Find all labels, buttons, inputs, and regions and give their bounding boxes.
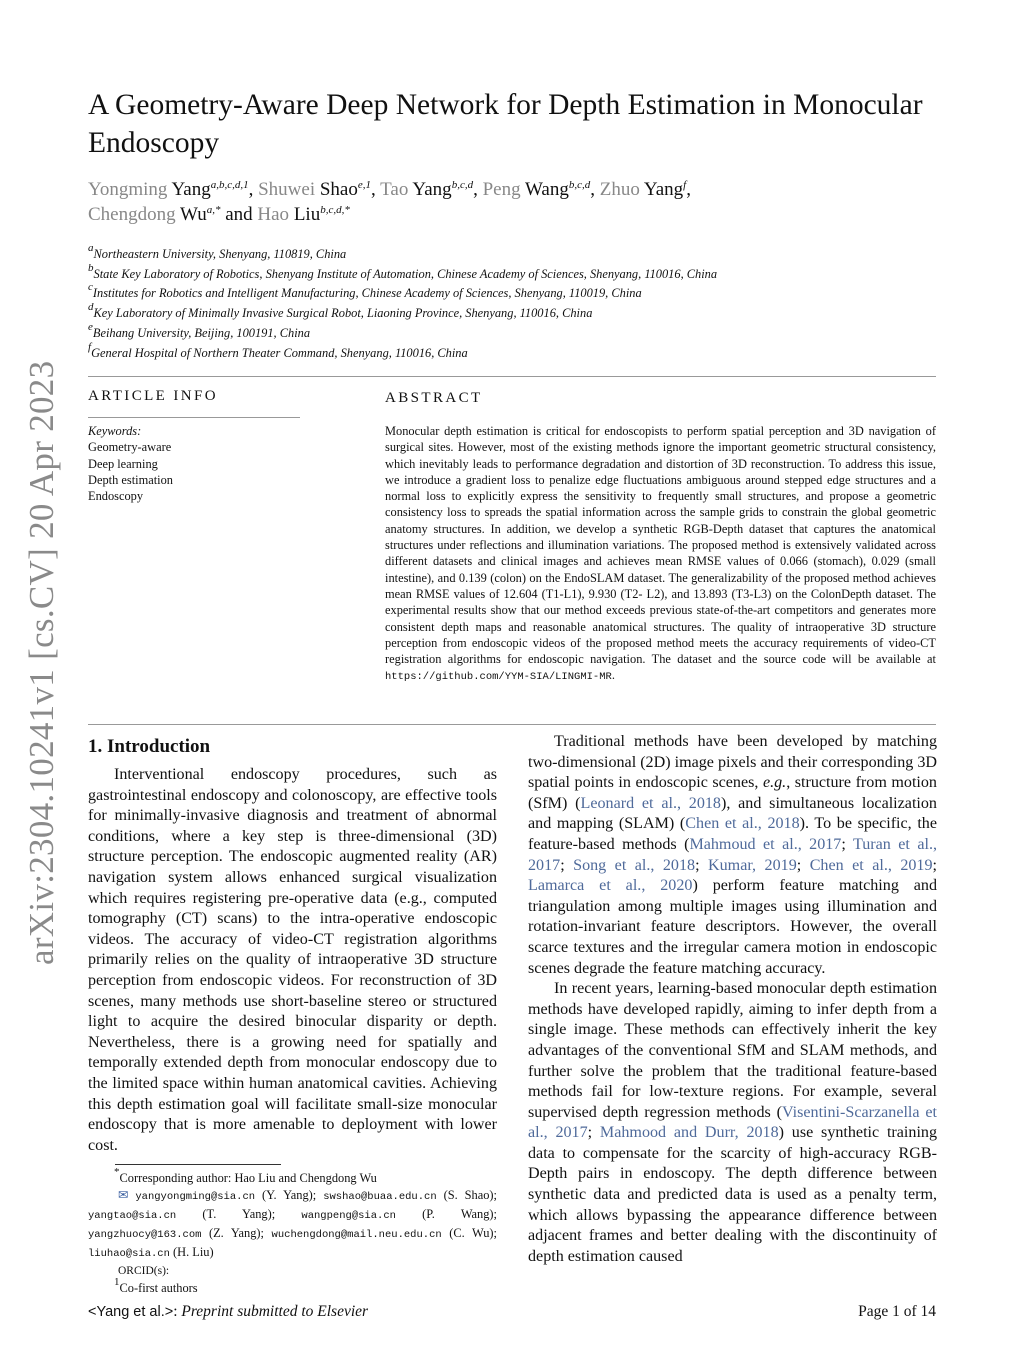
author-affiliation-marks: f (683, 179, 687, 191)
cofirst-note: Co-first authors (119, 1281, 198, 1295)
affiliation (88, 261, 948, 285)
text-segment: , structure from motion (SfM) ( (528, 774, 937, 812)
author-affiliation-marks: a,b,c,d,1 (210, 179, 249, 191)
abstract-heading: ABSTRACT (385, 390, 483, 406)
author-separator: , (370, 179, 381, 200)
affiliation-mark: f (88, 340, 92, 353)
affiliation-mark: a (88, 242, 94, 254)
author-separator: , (248, 179, 259, 200)
keywords-label: Keywords: (88, 424, 142, 438)
divider (88, 376, 936, 377)
right-column (528, 732, 937, 1267)
affiliation-mark: b (88, 261, 94, 274)
affiliation-mark: e (88, 320, 93, 333)
text-segment: Interventional endoscopy procedures, such as gastrointestinal endoscopy and colonoscopy, are effective tools for minimally-invasive diagnosis and treatment of abnormal conditions, where a key step is three-dimensional (3D) structure perception. The endoscopic augmented reality (AR) navigation system allows enhanced surgical visualization which requires registering pre-operative data (e.g., computed tomography (CT) scans) to the intra-operative endoscopic videos. The accuracy of video-CT registration algorithms primarily relies on the quality of intraoperative 3D structure perception from endoscopic videos. For reconstruction of 3D scenes, many methods use short-baseline stereo or structured light to acquire the desired binocular disparity or depth. Nevertheless, there is a growing need for spatially and temporally extended depth from monocular endoscopy due to the limited space within human anatomical cavities. Achieving this depth estimation goal will facilitate small-size monocular endoscopy that is more amenable to deployment with lower cost. (88, 766, 497, 1154)
abstract-text (385, 423, 936, 686)
text-segment: ; (560, 856, 574, 874)
author-affiliation-marks: b,c,d (451, 179, 474, 191)
email-owner: (T. Yang); (176, 1207, 302, 1221)
author-separator: , (473, 179, 483, 200)
paper-title: A Geometry-Aware Deep Network for Depth Estimation in Monocular Endoscopy (88, 89, 923, 159)
citation-link[interactable]: Mahmood and Durr, 2018 (599, 1124, 779, 1142)
email-icon: ✉ (118, 1188, 129, 1202)
text-segment: ; (932, 856, 937, 874)
author-separator: , (590, 179, 600, 200)
email-link[interactable]: wangpeng@sia.cn (301, 1210, 396, 1222)
text-segment: ), and simultaneous localization and mapping (SLAM) ( (528, 794, 937, 833)
author-first-name[interactable]: Shuwei (258, 179, 316, 200)
affiliation-text: General Hospital of Northern Theater Command, Shenyang, 110016, China (91, 345, 468, 360)
affiliation-text: Northeastern University, Shenyang, 110819, China (93, 247, 347, 261)
author-last-name: Wang (525, 179, 569, 200)
citation-link[interactable]: Mahmoud et al., 2017 (689, 835, 842, 853)
citation-link[interactable]: Song et al., 2018 (573, 856, 696, 874)
author-affiliation-marks: b,c,d (568, 179, 591, 191)
citation-link[interactable]: Chen et al., 2018 (685, 815, 800, 833)
citation-link[interactable]: Visentini-Scarzanella et al., 2017 (528, 1103, 937, 1142)
paragraph (528, 732, 937, 979)
email-owner: (C. Wu); (441, 1226, 497, 1240)
footnotes: *Corresponding author: Hao Liu and Chengdong Wu ✉ yangyongming@sia.cn (Y. Yang); swshao@buaa.edu.cn (S. Shao); yangtao@sia.cn (T. Yang); wangpeng@sia.cn (P. Wang); yangzhuocy@163.com (Z. Yang); wuchengdong@mail.neu.edu.cn (C. Wu); liuhao@sia.cn (H. Liu) ORCID(s): $^1$Co-first authors (88, 1166, 498, 1295)
email-owner: (H. Liu) (169, 1245, 214, 1259)
author-first-name[interactable]: Yongming (88, 179, 168, 200)
abstract-body: Monocular depth estimation is critical for endoscopists to perform spatial perception and 3D navigation of surgical sites. However, most of the existing methods ignore the important geometric structural consistency, which inevitably leads to performance degradation and distortion of 3D reconstruction. To address this issue, we introduce a gradient loss to penalize edge fluctuations ambiguous around stepped edge structures and a normal loss to explicitly express the sensitivity to frequently small structures, and propose a geometric consistency loss to spreads the spatial information across the sample grids to constrain the global geometric anatomy structures. In addition, we develop a synthetic RGB-Depth dataset that captures the anatomical structures under reflections and illumination variations. The proposed method is extensively validated across different datasets and clinical images and achieves mean RMSE values of 0.066 (stomach), 0.029 (small intestine), and 0.139 (colon) on the EndoSLAM dataset. The generalizability of the proposed method achieves mean RMSE values of 12.604 (T1-L1), 9.930 (T2- L2), and 13.893 (T3-L3) on the ColonDepth dataset. The experimental results show that our method exceeds previous state-of-the-art competitors and generates more consistent depth maps and reasonable anatomical structures. The quality of intraoperative 3D structure perception from endoscopic videos of the proposed method meets the accuracy requirements of video-CT registration algorithms for endoscopic navigation. The dataset and the source code will be available at (385, 424, 936, 667)
left-column (88, 735, 497, 1156)
page-footer: <Yang et al.>: Preprint submitted to Elsevier Page 1 of 14 (88, 1303, 936, 1320)
affiliation (88, 281, 948, 304)
email-link[interactable]: liuhao@sia.cn (88, 1248, 170, 1260)
paragraph (88, 765, 497, 1156)
text-segment: In recent years, learning-based monocular depth estimation methods have developed rapidly, aiming to infer depth from a single image. These methods can effectively inherit the key advantages of the conventional SfM and SLAM methods, and further solve the problem that the traditional feature-based methods fail for low-texture regions. For example, several supervised depth regression methods ( (528, 980, 937, 1121)
keywords (88, 423, 173, 504)
divider (88, 724, 936, 725)
author-first-name[interactable]: Zhuo (599, 179, 640, 200)
email-link[interactable]: yangzhuocy@163.com (88, 1229, 202, 1241)
text-segment: Traditional methods have been developed by matching two-dimensional (2D) image pixels and their corresponding 3D spatial points in endoscopic scenes, (528, 733, 937, 792)
text-segment: ; (587, 1124, 600, 1142)
abstract-end: . (611, 668, 615, 683)
text-segment: ) perform feature matching and triangulation among multiple images using illumination and rotation-invariant feature descriptors. However, the overall scarce textures and the irregular camera motion in endoscopic scenes degrade the feature matching accuracy. (528, 877, 937, 977)
citation-link[interactable]: Turan et al., 2017 (528, 835, 937, 874)
author-last-name: Yang (171, 179, 211, 200)
orcid: ORCID(s): (118, 1265, 170, 1277)
footnote-rule (115, 1164, 281, 1165)
text-segment: ) use synthetic training data to compensate for the scarcity of high-accuracy RGB-Depth pairs in endoscopy. The depth difference between synthetic data and predicted data is used as a penalty term, which allows bypassing the appearance difference between adjacent frames and better dealing with the discontinuity of depth estimation caused (528, 1124, 938, 1265)
email-owner: (Z. Yang); (201, 1226, 272, 1240)
author-separator: , (686, 179, 691, 200)
footer-authors: <Yang et al.> (88, 1304, 174, 1320)
keyword: Depth estimation (88, 472, 173, 487)
author-first-name[interactable]: Tao (380, 179, 409, 200)
text-segment: ; (695, 856, 709, 874)
email-link[interactable]: yangyongming@sia.cn (135, 1191, 256, 1203)
author-last-name: Yang (643, 179, 684, 200)
author-separator: and (220, 204, 258, 225)
page-number: Page 1 of 14 (858, 1303, 936, 1320)
citation-link[interactable]: Leonard et al., 2018 (580, 794, 721, 812)
arxiv-identifier[interactable]: arXiv:2304.10241v1 [cs.CV] 20 Apr 2023 (22, 360, 61, 965)
citation-link[interactable]: Chen et al., 2019 (809, 856, 933, 874)
email-owner: (P. Wang); (395, 1207, 498, 1221)
affiliation-text: State Key Laboratory of Robotics, Shenyang Institute of Automation, Chinese Academy of Sciences, Shenyang, 110016, China (93, 266, 718, 281)
article-info-heading: ARTICLE INFO (88, 388, 218, 404)
keyword: Geometry-aware (88, 440, 172, 455)
affiliation (88, 242, 948, 265)
affiliation-text: Beihang University, Beijing, 100191, China (92, 325, 311, 340)
affiliation (88, 320, 948, 344)
email-link[interactable]: yangtao@sia.cn (88, 1210, 177, 1222)
email-owner: (S. Shao); (436, 1188, 497, 1202)
author-last-name: Liu (293, 204, 321, 225)
text-segment: ; (841, 835, 853, 853)
text-segment: ). To be specific, the feature-based methods ( (528, 815, 937, 853)
affiliation-text: Institutes for Robotics and Intelligent Manufacturing, Chinese Academy of Sciences, Shenyang, 110019, China (92, 286, 642, 301)
keyword: Endoscopy (88, 489, 144, 504)
email-link[interactable]: wuchengdong@mail.neu.edu.cn (271, 1229, 442, 1241)
author-first-name[interactable]: Chengdong (88, 204, 176, 225)
citation-link[interactable]: Lamarca et al., 2020 (528, 877, 693, 895)
text-segment: ; (796, 856, 810, 874)
author-affiliation-marks: b,c,d,* (320, 204, 350, 216)
affiliation (88, 301, 948, 324)
citation-link[interactable]: Kumar, 2019 (708, 856, 797, 874)
affiliation-mark: c (88, 281, 93, 294)
corresponding-author: Corresponding author: Hao Liu and Chengdong Wu (119, 1171, 377, 1185)
author-first-name[interactable]: Peng (482, 179, 521, 200)
divider (88, 417, 300, 418)
email-link[interactable]: swshao@buaa.edu.cn (323, 1191, 437, 1203)
keyword: Deep learning (88, 456, 158, 471)
text-segment: e.g. (762, 774, 787, 792)
affiliation (88, 340, 948, 364)
affiliation-mark: d (88, 301, 94, 314)
email-owner: (Y. Yang); (255, 1188, 324, 1202)
author-list (88, 177, 948, 227)
section-heading: 1. Introduction (88, 736, 211, 757)
affiliations (88, 242, 948, 363)
author-first-name[interactable]: Hao (257, 204, 290, 225)
code-link[interactable]: https://github.com/YYM-SIA/LINGMI-MR (385, 671, 612, 684)
author-last-name: Shao (319, 179, 358, 200)
author-last-name: Yang (412, 179, 452, 200)
author-affiliation-marks: e,1 (357, 179, 371, 191)
paragraph (528, 979, 937, 1267)
author-affiliation-marks: a,* (206, 204, 221, 216)
footer-note: Preprint submitted to Elsevier (181, 1303, 369, 1320)
affiliation-text: Key Laboratory of Minimally Invasive Surgical Robot, Liaoning Province, Shenyang, 110016, China (93, 306, 593, 321)
author-last-name: Wu (180, 204, 207, 225)
